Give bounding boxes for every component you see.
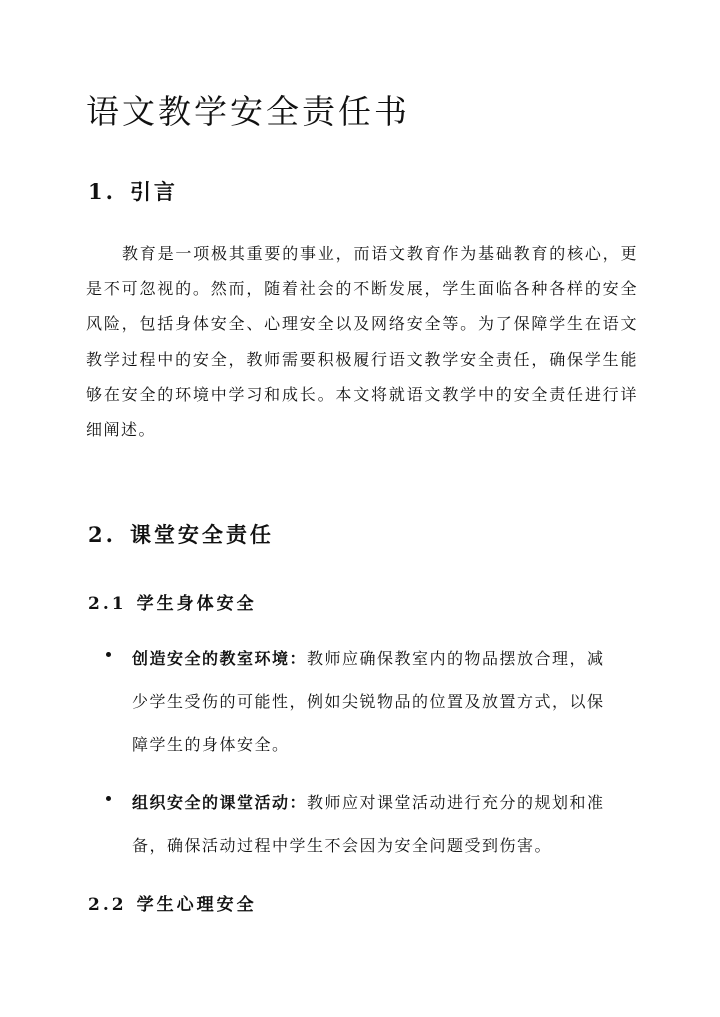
document-title: 语文教学安全责任书 bbox=[86, 92, 410, 131]
bullet-body bbox=[112, 781, 616, 867]
bullet-lead: 组织安全的课堂活动： bbox=[132, 793, 308, 812]
bullet-dot-icon bbox=[106, 796, 111, 801]
section-1-paragraph: 教育是一项极其重要的事业，而语文教育作为基础教育的核心，更是不可忽视的。然而，随着社会的不断发展，学生面临各种各样的安全风险，包括身体安全、心理安全以及网络安全等。为了保障学生在语文教学过程中的安全，教师需要积极履行语文教学安全责任，确保学生能够在安全的环境中学习和成长。本文将就语文教学中的安全责任进行详细阐述。 bbox=[86, 244, 638, 440]
bullet-list-item bbox=[112, 781, 616, 867]
bullet-text: 教师应对课堂活动进行充分的规划和准备，确保活动过程中学生不会因为安全问题受到伤害。 bbox=[132, 793, 605, 855]
list-item bbox=[112, 781, 616, 867]
subsection-2-2-title: 学生心理安全 bbox=[136, 895, 257, 915]
bullet-list-item bbox=[112, 637, 616, 766]
bullet-lead: 创造安全的教室环境： bbox=[132, 649, 308, 668]
bullet-body bbox=[112, 637, 616, 766]
bullet-text: 教师应确保教室内的物品摆放合理，减少学生受伤的可能性，例如尖锐物品的位置及放置方式，以保障学生的身体安全。 bbox=[132, 649, 605, 754]
subsection-2-1-title: 学生身体安全 bbox=[136, 594, 257, 614]
section-1-number: 1. bbox=[88, 179, 116, 204]
list-item bbox=[112, 637, 616, 766]
subsection-2-1-number: 2.1 bbox=[88, 594, 127, 614]
section-1-heading bbox=[88, 176, 178, 206]
bullet-dot-icon bbox=[106, 652, 111, 657]
section-2-number: 2. bbox=[88, 522, 116, 547]
subsection-2-2-number: 2.2 bbox=[88, 895, 127, 915]
subsection-2-1-heading bbox=[88, 589, 257, 614]
section-1-title: 引言 bbox=[129, 179, 178, 204]
section-2-heading bbox=[88, 519, 274, 549]
subsection-2-2-heading bbox=[88, 890, 257, 915]
section-2-title: 课堂安全责任 bbox=[129, 522, 274, 547]
